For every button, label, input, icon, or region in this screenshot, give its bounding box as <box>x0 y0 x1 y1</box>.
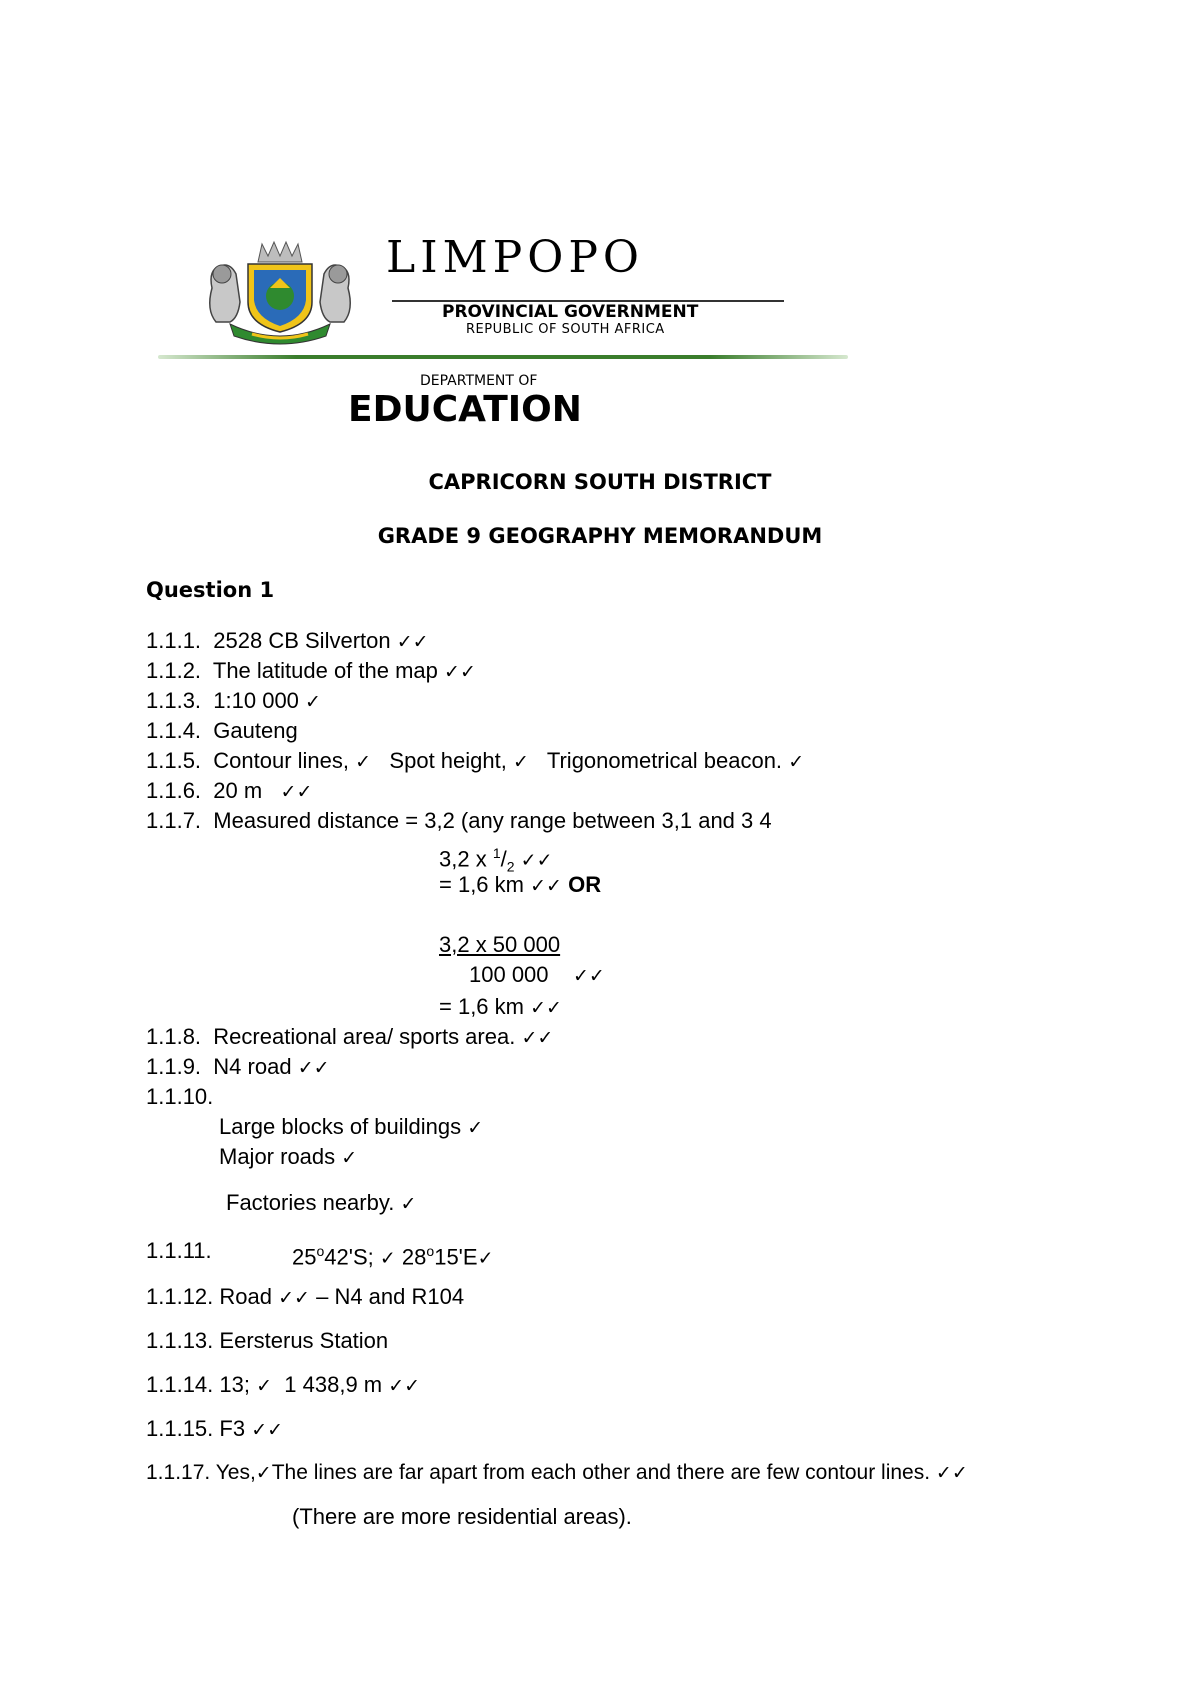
answer-part: – N4 and R104 <box>316 1284 465 1309</box>
answer-part: Contour lines, <box>213 748 350 773</box>
answer-part: Road <box>219 1284 272 1309</box>
answer-number: 1.1.14. <box>146 1372 214 1397</box>
check-icon: ✓✓ <box>530 875 562 897</box>
check-icon: ✓✓ <box>935 1462 968 1484</box>
answer-text: Major roads <box>219 1144 336 1169</box>
answer-number: 1.1.8. <box>146 1024 202 1049</box>
answer-part: 1 438,9 m <box>284 1372 383 1397</box>
answer-number: 1.1.9. <box>146 1054 202 1079</box>
answer-text: 2528 CB Silverton <box>213 628 391 653</box>
answer-1-1-9 <box>146 1054 330 1081</box>
check-icon: ✓ <box>355 751 372 773</box>
answer-part: The lines are far apart from each other and there are few contour lines. <box>271 1461 931 1484</box>
answer-1-1-3 <box>146 688 321 715</box>
calc-text: 100 000 <box>469 962 549 987</box>
degree-symbol: o <box>316 1243 325 1259</box>
calc-text: 3,2 x <box>439 846 493 872</box>
check-icon: ✓ <box>788 751 805 773</box>
check-icon: ✓✓ <box>278 1287 310 1309</box>
coat-of-arms-icon <box>200 240 360 345</box>
answer-1-1-17 <box>146 1460 968 1486</box>
answer-1-1-12 <box>146 1284 464 1311</box>
answer-number: 1.1.1. <box>146 628 202 653</box>
degree-symbol: o <box>426 1243 435 1259</box>
answer-1-1-4 <box>146 718 298 744</box>
calc-text: = 1,6 km <box>439 994 524 1019</box>
answer-1-1-8 <box>146 1024 553 1051</box>
logo-department: DEPARTMENT OF <box>420 373 538 389</box>
answer-number: 1.1.5. <box>146 748 202 773</box>
answer-part: Trigonometrical beacon. <box>546 748 783 773</box>
check-icon: ✓ <box>255 1462 272 1484</box>
logo-government: PROVINCIAL GOVERNMENT <box>442 302 699 322</box>
answer-1-1-11 <box>146 1238 212 1264</box>
check-icon: ✓✓ <box>297 1057 330 1079</box>
latitude-minutes: 42'S; <box>324 1244 374 1270</box>
check-icon: ✓ <box>477 1247 494 1270</box>
answer-1-1-10-line-3 <box>226 1190 416 1217</box>
answer-1-1-10-line-2 <box>219 1144 357 1171</box>
district-title: CAPRICORN SOUTH DISTRICT <box>428 470 772 494</box>
check-icon: ✓✓ <box>572 965 605 987</box>
check-icon: ✓✓ <box>388 1375 421 1397</box>
check-icon: ✓✓ <box>530 997 562 1019</box>
or-label: OR <box>568 872 602 897</box>
fraction-numerator: 1 <box>492 845 501 861</box>
check-icon: ✓ <box>400 1193 417 1215</box>
check-icon: ✓✓ <box>444 661 476 683</box>
check-icon: ✓✓ <box>396 631 429 653</box>
calc-text: = 1,6 km <box>439 872 524 897</box>
check-icon: ✓ <box>305 691 321 713</box>
check-icon: ✓ <box>467 1117 484 1139</box>
logo-education: EDUCATION <box>348 389 582 430</box>
answer-text: Recreational area/ sports area. <box>213 1024 516 1049</box>
logo-republic: REPUBLIC OF SOUTH AFRICA <box>466 322 665 337</box>
answer-1-1-5 <box>146 748 804 775</box>
answer-number: 1.1.4. <box>146 718 202 743</box>
calc-line-2 <box>439 872 601 899</box>
answer-text: 1:10 000 <box>213 688 299 713</box>
answer-text: N4 road <box>213 1054 292 1079</box>
check-icon: ✓✓ <box>521 1027 554 1049</box>
answer-text: Large blocks of buildings <box>219 1114 462 1139</box>
answer-number: 1.1.12. <box>146 1284 214 1309</box>
fraction-denominator-line <box>469 962 605 989</box>
answer-1-1-1 <box>146 628 429 655</box>
fraction-numerator-line: 3,2 x 50 000 <box>439 932 561 957</box>
longitude-minutes: 15'E <box>434 1244 478 1270</box>
answer-text: F3 <box>219 1416 246 1441</box>
check-icon: ✓ <box>379 1247 396 1270</box>
answer-number: 1.1.11. <box>146 1238 212 1263</box>
answer-part: Yes, <box>215 1461 256 1484</box>
latitude-degrees: 25 <box>292 1244 317 1270</box>
answer-1-1-14 <box>146 1372 420 1399</box>
answer-number: 1.1.6. <box>146 778 202 803</box>
answer-text: Gauteng <box>213 718 298 743</box>
question-heading: Question 1 <box>146 578 275 602</box>
answer-part: 13; <box>219 1372 250 1397</box>
answer-text: Factories nearby. <box>226 1190 395 1215</box>
logo-green-rule <box>158 355 848 359</box>
check-icon: ✓✓ <box>520 849 553 872</box>
answer-text: Measured distance = 3,2 (any range between 3,1 and 3 4 <box>213 808 772 833</box>
answer-1-1-2 <box>146 658 476 685</box>
fraction-denominator: 2 <box>506 858 515 875</box>
answer-part: Spot height, <box>389 748 507 773</box>
answer-text: 20 m <box>213 778 263 803</box>
logo-province: LIMPOPO <box>386 232 645 283</box>
check-icon: ✓✓ <box>280 781 313 803</box>
answer-number: 1.1.17. <box>146 1461 211 1484</box>
answer-1-1-15 <box>146 1416 283 1443</box>
memo-title: GRADE 9 GEOGRAPHY MEMORANDUM <box>377 524 823 548</box>
answer-text: The latitude of the map <box>212 658 438 683</box>
answer-number: 1.1.13. <box>146 1328 214 1353</box>
check-icon: ✓ <box>512 751 529 773</box>
answer-1-1-6 <box>146 778 312 805</box>
answer-1-1-11-coordinates <box>292 1238 493 1271</box>
calc-line-3 <box>439 994 562 1021</box>
answer-1-1-7 <box>146 808 772 834</box>
answer-1-1-13 <box>146 1328 388 1354</box>
check-icon: ✓ <box>256 1375 273 1397</box>
answer-number: 1.1.3. <box>146 688 202 713</box>
answer-number: 1.1.15. <box>146 1416 214 1441</box>
check-icon: ✓✓ <box>251 1419 284 1441</box>
longitude-degrees: 28 <box>401 1244 427 1270</box>
check-icon: ✓ <box>341 1147 358 1169</box>
fraction-slash: / <box>500 846 507 872</box>
answer-1-1-17-note: (There are more residential areas). <box>292 1504 632 1529</box>
answer-text: Eersterus Station <box>219 1328 389 1353</box>
answer-number: 1.1.7. <box>146 808 202 833</box>
answer-number: 1.1.2. <box>146 658 202 683</box>
answer-1-1-10-number: 1.1.10. <box>146 1084 214 1109</box>
answer-1-1-10-line-1 <box>219 1114 483 1141</box>
